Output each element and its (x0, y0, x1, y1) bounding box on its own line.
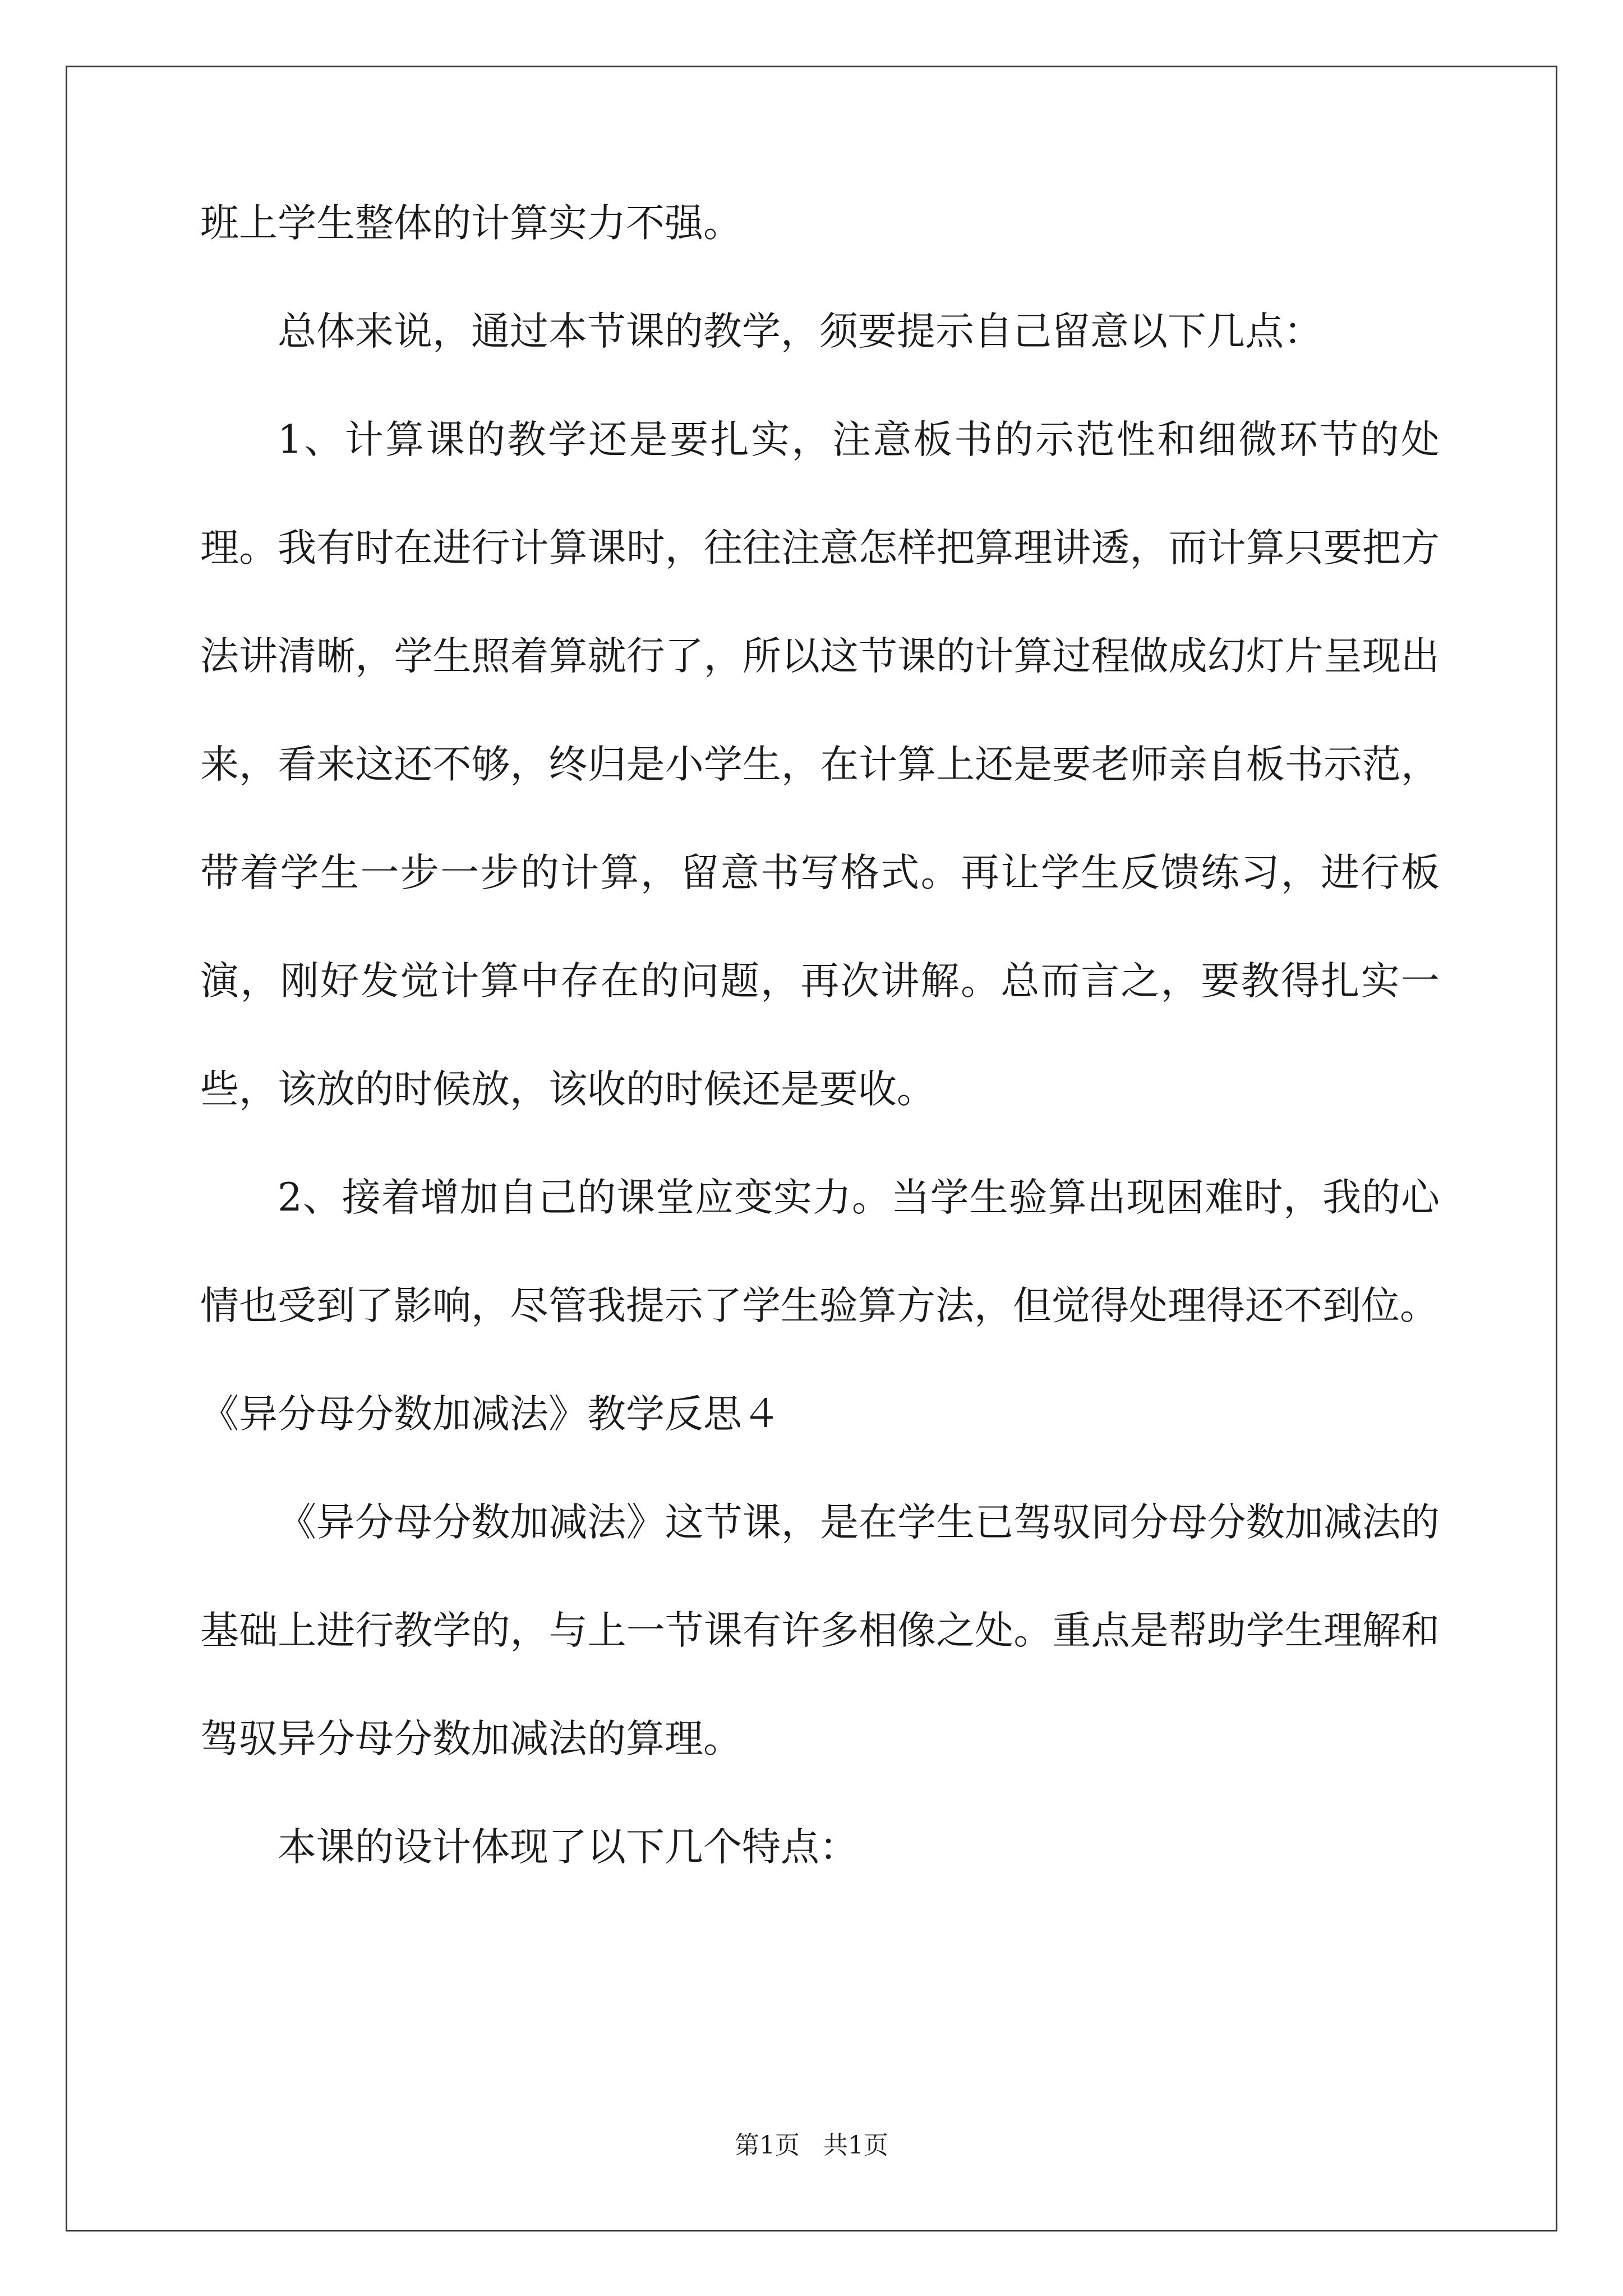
page-number-current: 第1页 (735, 2131, 800, 2160)
paragraph-lesson-intro: 《异分母分数加减法》这节课，是在学生已驾驭同分母分数加减法的基础上进行教学的，与上一节课有许多相像之处。重点是帮助学生理解和驾驭异分母分数加减法的算理。 (200, 1500, 1440, 1761)
footer-spacer (800, 2131, 823, 2160)
paragraph-continuation: 班上学生整体的计算实力不强。 (200, 201, 742, 246)
paragraph-point-1: 1、计算课的教学还是要扎实，注意板书的示范性和细微环节的处理。我有时在进行计算课时，往往注意怎样把算理讲透，而计算只要把方法讲清晰，学生照着算就行了，所以这节课的计算过程做成幻灯片呈现出来，看来这还不够，终归是小学生，在计算上还是要老师亲自板书示范，带着学生一步一步的计算，留意书写格式。再让学生反馈练习，进行板演，刚好发觉计算中存在的问题，再次讲解。总而言之，要教得扎实一些，该放的时候放，该收的时候还是要收。 (200, 417, 1440, 1112)
page-footer (0, 2129, 1623, 2162)
page-number-total: 共1页 (823, 2131, 888, 2160)
document-body (200, 202, 1440, 1902)
paragraph-summary-intro: 总体来说，通过本节课的教学，须要提示自己留意以下几点： (278, 309, 1322, 354)
section-heading: 《异分母分数加减法》教学反思４ (200, 1392, 781, 1437)
paragraph-point-2: 2、接着增加自己的课堂应变实力。当学生验算出现困难时，我的心情也受到了影响，尽管我提示了学生验算方法，但觉得处理得还不到位。 (200, 1175, 1440, 1328)
paragraph-design-features: 本课的设计体现了以下几个特点： (278, 1825, 858, 1870)
